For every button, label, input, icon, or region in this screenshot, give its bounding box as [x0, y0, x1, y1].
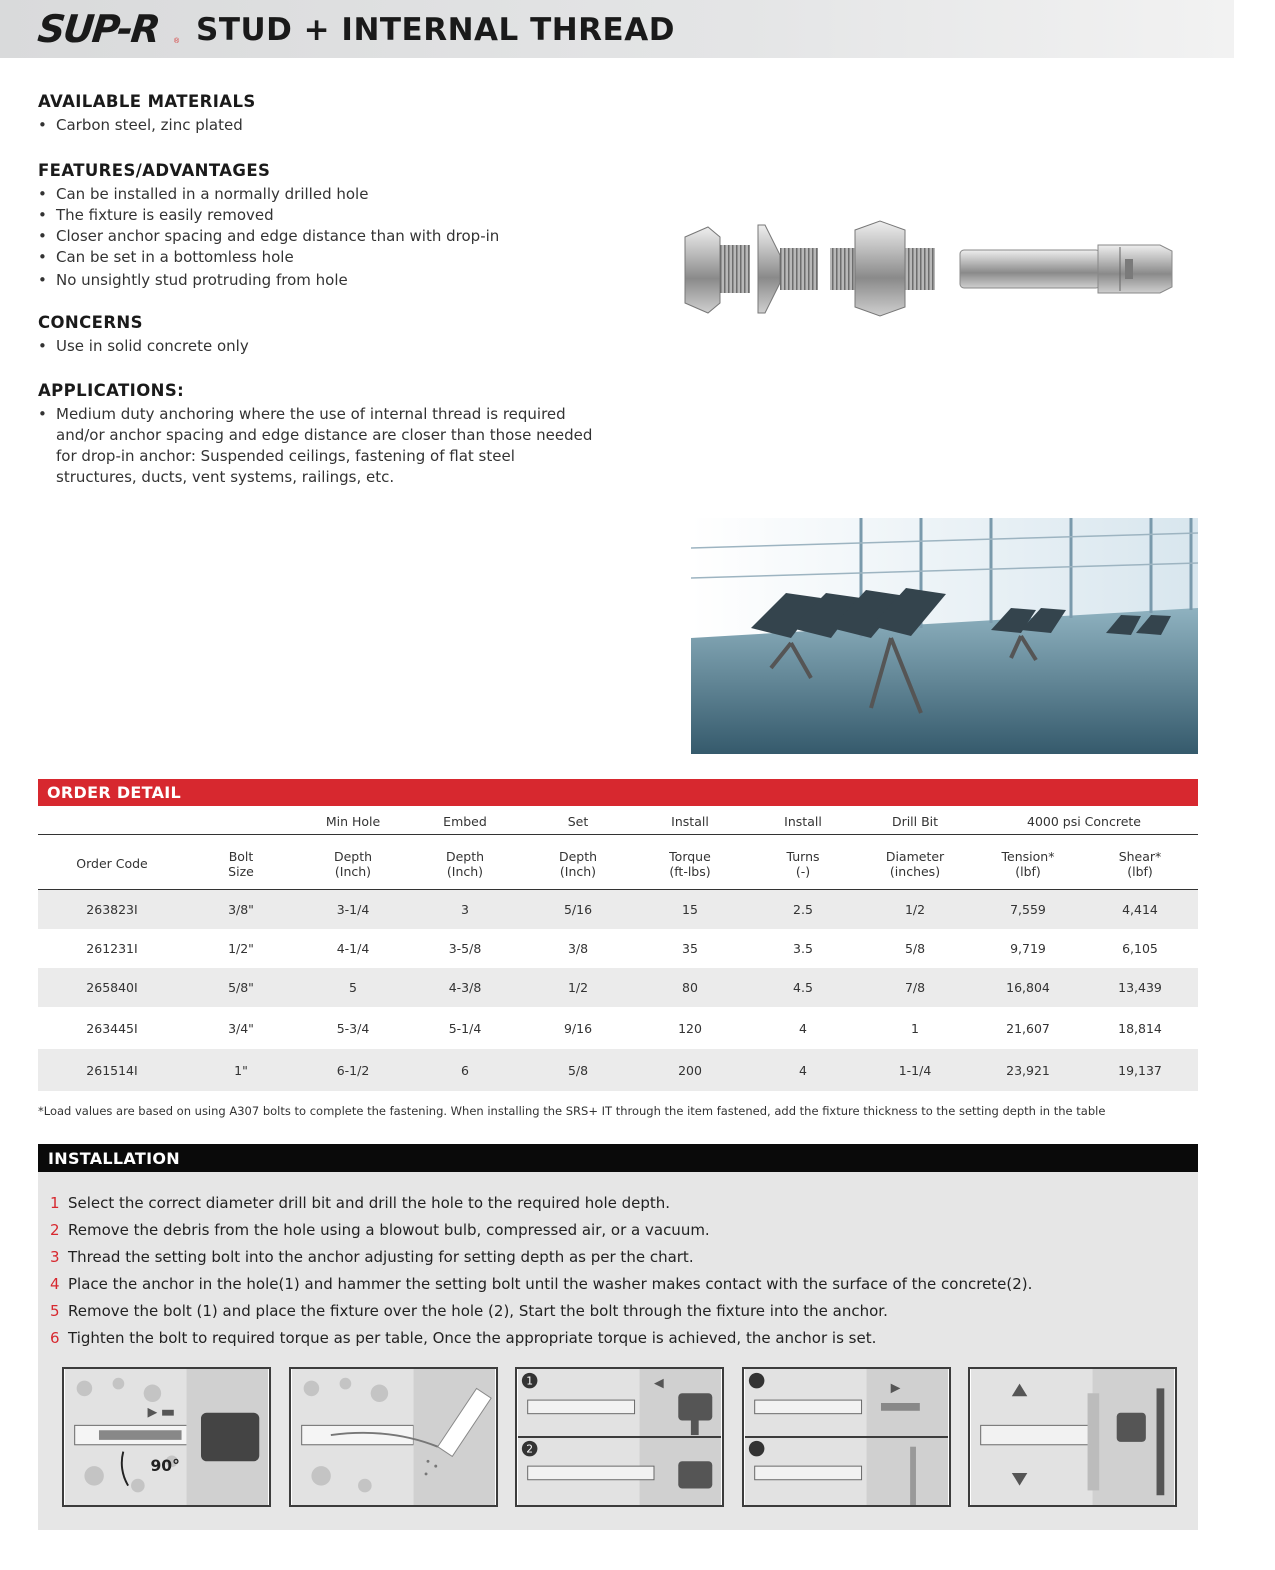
- header-concrete: 4000 psi Concrete: [1027, 814, 1141, 829]
- cell-order-code: 265840I: [86, 980, 138, 995]
- cell-bolt-size: 1": [234, 1062, 248, 1078]
- concerns-list: [38, 336, 608, 357]
- table-row: [38, 929, 1198, 968]
- list-item: • Closer anchor spacing and edge distance than with drop-in: [38, 226, 608, 247]
- applications-heading: APPLICATIONS:: [38, 381, 185, 400]
- cell-order-code: 263445I: [86, 1020, 138, 1036]
- cell-embed-depth: 3: [461, 902, 469, 917]
- cell-order-code: 263823I: [86, 902, 138, 917]
- concerns-heading: CONCERNS: [38, 313, 143, 332]
- cell-tension: 9,719: [1010, 941, 1046, 956]
- table-header-bottom: [38, 834, 1198, 890]
- list-item: • The fixture is easily removed: [38, 205, 608, 226]
- cell-install-turns: 4: [799, 1062, 807, 1078]
- cell-shear: 6,105: [1122, 941, 1158, 956]
- installation-steps: [50, 1190, 1032, 1352]
- header-drill-bit: Drill Bit: [891, 814, 939, 829]
- cell-install-torque: 120: [678, 1020, 702, 1036]
- header-set: Set: [567, 814, 589, 829]
- anchor-product-image: [680, 215, 1180, 320]
- install-step: 3 Thread the setting bolt into the anchor adjusting for setting depth as per the chart.: [50, 1248, 694, 1266]
- airport-seating-photo: [691, 518, 1198, 754]
- table-row: [38, 890, 1198, 929]
- header-embed-depth: Depth (Inch): [445, 849, 485, 879]
- header-tension: Tension* (lbf): [1001, 849, 1055, 879]
- list-item: • Can be set in a bottomless hole: [38, 247, 608, 268]
- install-diagram-blowout: [289, 1367, 498, 1507]
- step-badge-2: 2: [526, 1442, 534, 1456]
- header-diameter: Diameter (inches): [885, 849, 945, 879]
- logo-text: SUP-R: [35, 7, 161, 51]
- cell-install-turns: 3.5: [793, 941, 813, 956]
- brand-logo: [35, 7, 186, 51]
- cell-drill-bit-diameter: 7/8: [904, 980, 926, 995]
- list-item: • Medium duty anchoring where the use of internal thread is required and/or anchor spacing and edge distance are closer than those needed for drop-in anchor: Suspended ceilings, fastening of flat steel structures, ducts, vent systems, railings, etc.: [38, 404, 598, 488]
- cell-set-depth: 1/2: [567, 980, 589, 995]
- cell-order-code: 261231I: [86, 941, 138, 956]
- angle-label: 90°: [150, 1457, 180, 1475]
- list-item: • Use in solid concrete only: [38, 336, 608, 357]
- cell-set-depth: 5/8: [567, 1062, 589, 1078]
- cell-min-hole-depth: 3-1/4: [336, 902, 370, 917]
- cell-embed-depth: 6: [461, 1062, 469, 1078]
- cell-tension: 7,559: [1010, 902, 1046, 917]
- table-body: [38, 890, 1198, 1091]
- header-set-depth: Depth (Inch): [558, 849, 598, 879]
- header-install-torque: Install: [671, 814, 709, 829]
- header-order-code: Order Code: [76, 856, 148, 871]
- materials-list: [38, 115, 608, 136]
- concerns-section: [38, 313, 608, 357]
- cell-install-turns: 4.5: [793, 980, 813, 995]
- table-header-top: [38, 806, 1198, 834]
- header-install-turns: Install: [784, 814, 822, 829]
- installation-bar: [38, 1144, 1198, 1172]
- cell-min-hole-depth: 5: [349, 980, 357, 995]
- cell-bolt-size: 3/8": [228, 902, 254, 917]
- cell-set-depth: 9/16: [563, 1020, 593, 1036]
- header-turns: Turns (-): [786, 849, 820, 879]
- cell-bolt-size: 5/8": [228, 980, 254, 995]
- cell-drill-bit-diameter: 5/8: [904, 941, 926, 956]
- cell-shear: 13,439: [1118, 980, 1162, 995]
- list-item: • No unsightly stud protruding from hole: [38, 270, 608, 291]
- install-diagram-hammer: [515, 1367, 724, 1507]
- cell-tension: 16,804: [1006, 980, 1050, 995]
- cell-drill-bit-diameter: 1: [911, 1020, 919, 1036]
- cell-shear: 4,414: [1122, 902, 1158, 917]
- installation-heading: INSTALLATION: [48, 1149, 180, 1168]
- cell-tension: 23,921: [1006, 1062, 1050, 1078]
- order-detail-table: [38, 806, 1198, 1091]
- cell-bolt-size: 1/2": [228, 941, 254, 956]
- table-footnote: *Load values are based on using A307 bolts to complete the fastening. When installing the SRS+ IT through the item fastened, add the fixture thickness to the setting depth in the table: [38, 1104, 1106, 1118]
- materials-section: [38, 92, 608, 136]
- cell-min-hole-depth: 6-1/2: [336, 1062, 370, 1078]
- order-detail-bar: [38, 779, 1198, 806]
- table-row: [38, 1007, 1198, 1049]
- install-step: 2 Remove the debris from the hole using a blowout bulb, compressed air, or a vacuum.: [50, 1221, 710, 1239]
- table-row: [38, 968, 1198, 1007]
- features-list: [38, 184, 608, 291]
- install-step: 5 Remove the bolt (1) and place the fixture over the hole (2), Start the bolt through the fixture into the anchor.: [50, 1302, 888, 1320]
- cell-drill-bit-diameter: 1-1/4: [898, 1062, 932, 1078]
- features-heading: FEATURES/ADVANTAGES: [38, 161, 271, 180]
- page-header: [0, 0, 1234, 58]
- features-section: [38, 161, 608, 291]
- header-torque: Torque (ft-lbs): [669, 849, 711, 879]
- header-hole-depth: Depth (Inch): [333, 849, 373, 879]
- install-step: 4 Place the anchor in the hole(1) and hammer the setting bolt until the washer makes contact with the surface of the concrete(2).: [50, 1275, 1033, 1293]
- install-step: 6 Tighten the bolt to required torque as per table, Once the appropriate torque is achieved, the anchor is set.: [50, 1329, 877, 1347]
- cell-order-code: 261514I: [86, 1062, 138, 1078]
- cell-install-turns: 2.5: [793, 902, 813, 917]
- install-step: 1 Select the correct diameter drill bit and drill the hole to the required hole depth.: [50, 1194, 671, 1212]
- cell-install-torque: 200: [678, 1062, 702, 1078]
- install-diagram-fixture: [742, 1367, 951, 1507]
- cell-bolt-size: 3/4": [228, 1020, 254, 1036]
- list-item: • Can be installed in a normally drilled hole: [38, 184, 608, 205]
- list-item: • Carbon steel, zinc plated: [38, 115, 608, 136]
- table-row: [38, 1049, 1198, 1091]
- applications-list: [38, 404, 598, 488]
- header-shear: Shear* (lbf): [1118, 849, 1162, 879]
- materials-heading: AVAILABLE MATERIALS: [38, 92, 256, 111]
- cell-set-depth: 3/8: [567, 941, 589, 956]
- cell-min-hole-depth: 4-1/4: [336, 941, 370, 956]
- page-title: STUD + INTERNAL THREAD: [196, 12, 675, 48]
- cell-set-depth: 5/16: [563, 902, 593, 917]
- install-diagram-torque: [968, 1367, 1177, 1507]
- header-min-hole: Min Hole: [325, 814, 381, 829]
- applications-section: [38, 381, 598, 488]
- header-embed: Embed: [443, 814, 487, 829]
- header-bolt: Bolt Size: [228, 849, 254, 879]
- step-badge-1: 1: [526, 1374, 534, 1388]
- cell-tension: 21,607: [1006, 1020, 1050, 1036]
- cell-drill-bit-diameter: 1/2: [904, 902, 926, 917]
- cell-install-torque: 15: [682, 902, 698, 917]
- cell-embed-depth: 4-3/8: [448, 980, 482, 995]
- cell-min-hole-depth: 5-3/4: [336, 1020, 370, 1036]
- cell-install-torque: 35: [682, 941, 698, 956]
- cell-install-turns: 4: [799, 1020, 807, 1036]
- cell-embed-depth: 5-1/4: [448, 1020, 482, 1036]
- order-detail-heading: ORDER DETAIL: [47, 783, 182, 802]
- cell-shear: 19,137: [1118, 1062, 1162, 1078]
- cell-install-torque: 80: [682, 980, 698, 995]
- cell-shear: 18,814: [1118, 1020, 1162, 1036]
- install-diagram-drill: [62, 1367, 271, 1507]
- cell-embed-depth: 3-5/8: [448, 941, 482, 956]
- logo-registered-mark: ®: [174, 38, 180, 45]
